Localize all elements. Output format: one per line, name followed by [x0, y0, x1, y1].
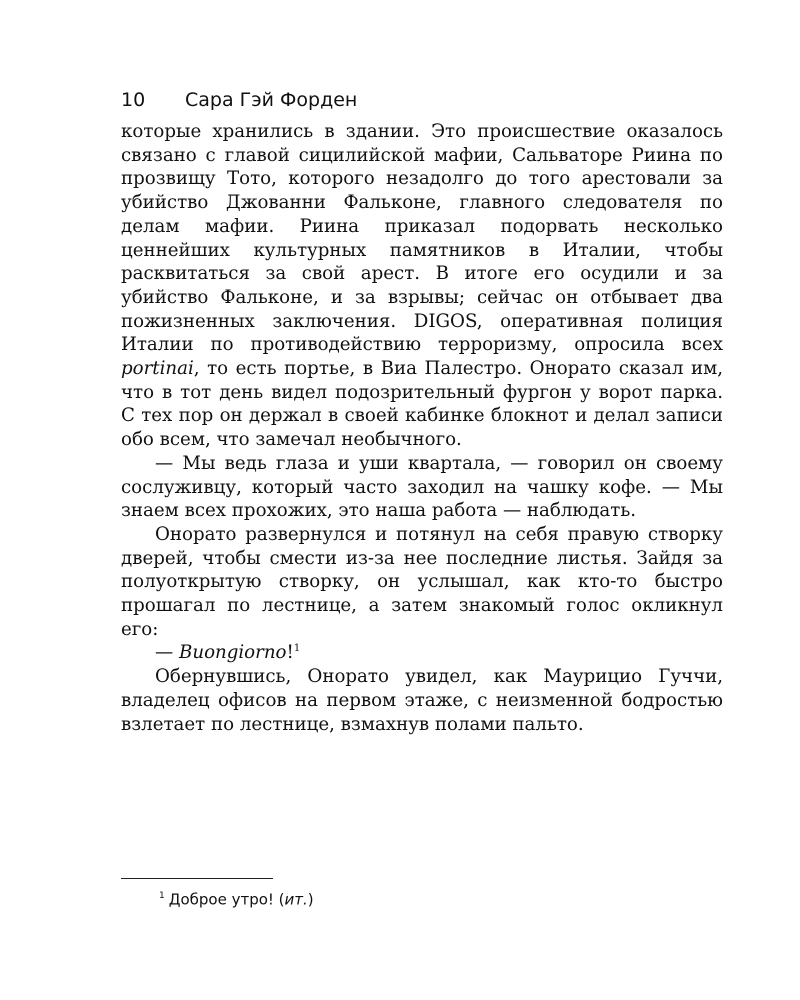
paragraph-4-punct: ! — [286, 642, 294, 664]
paragraph-4 — [121, 641, 723, 665]
footnote-mark: 1 — [159, 891, 165, 901]
paragraph-5: Обернувшись, Онорато увидел, как Маурицио Гуччи, владелец офисов на первом этаже, с неизменной бодростью взлетает по лестнице, взмахнув полами пальто. — [121, 666, 723, 735]
footnote-divider — [121, 878, 273, 879]
running-head-author: Сара Гэй Форден — [185, 89, 358, 111]
paragraph-4-dash: — — [155, 642, 179, 664]
paragraph-4-italic-greeting: Buongiorno — [178, 642, 287, 664]
book-page — [121, 86, 723, 976]
footnote-reference: 1 — [293, 643, 301, 655]
paragraph-1-text: которые хранились в здании. Это происшествие оказалось связано с главой сицилийской мафии, Сальваторе Риина по прозвищу Тото, которого незадолго до того арестовали за убийство Джованни Фальконе, главного следователя по делам мафии. Риина приказал подорвать несколько ценнейших культурных памятников в Италии, чтобы расквитаться за свой арест. В итоге его осудили и за убийство Фальконе, и за взрывы; сейчас он отбывает два пожизненных заключения. DIGOS, оперативная полиция Италии по противодействию терроризму, опросила всех — [121, 121, 723, 356]
paragraph-1-text-continued: , то есть портье, в Виа Палестро. Онорато сказал им, что в тот день видел подозрительный фургон у ворот парка. С тех пор он держал в своей кабинке блокнот и делал записи обо всем, что замечал необычного. — [121, 358, 723, 451]
page-number: 10 — [121, 89, 146, 111]
running-head — [121, 86, 723, 116]
paragraph-2: — Мы ведь глаза и уши квартала, — говорил он своему сослуживцу, который часто заходил на чашку кофе. — Мы знаем всех прохожих, это наша работа — наблюдать. — [121, 452, 723, 522]
paragraph-1 — [121, 120, 723, 452]
body-text — [121, 120, 723, 736]
footnote-close: ) — [307, 890, 314, 909]
paragraph-1-italic-term: portinai — [121, 358, 194, 380]
footnote-text: Доброе утро! ( — [168, 890, 285, 909]
footnote — [159, 886, 314, 909]
paragraph-3: Онорато развернулся и потянул на себя правую створку дверей, чтобы смести из-за нее последние листья. Зайдя за полуоткрытую створку, он услышал, как кто-то быстро прошагал по лестнице, а затем знакомый голос окликнул его: — [121, 523, 723, 640]
footnote-italic: ит. — [284, 890, 308, 909]
